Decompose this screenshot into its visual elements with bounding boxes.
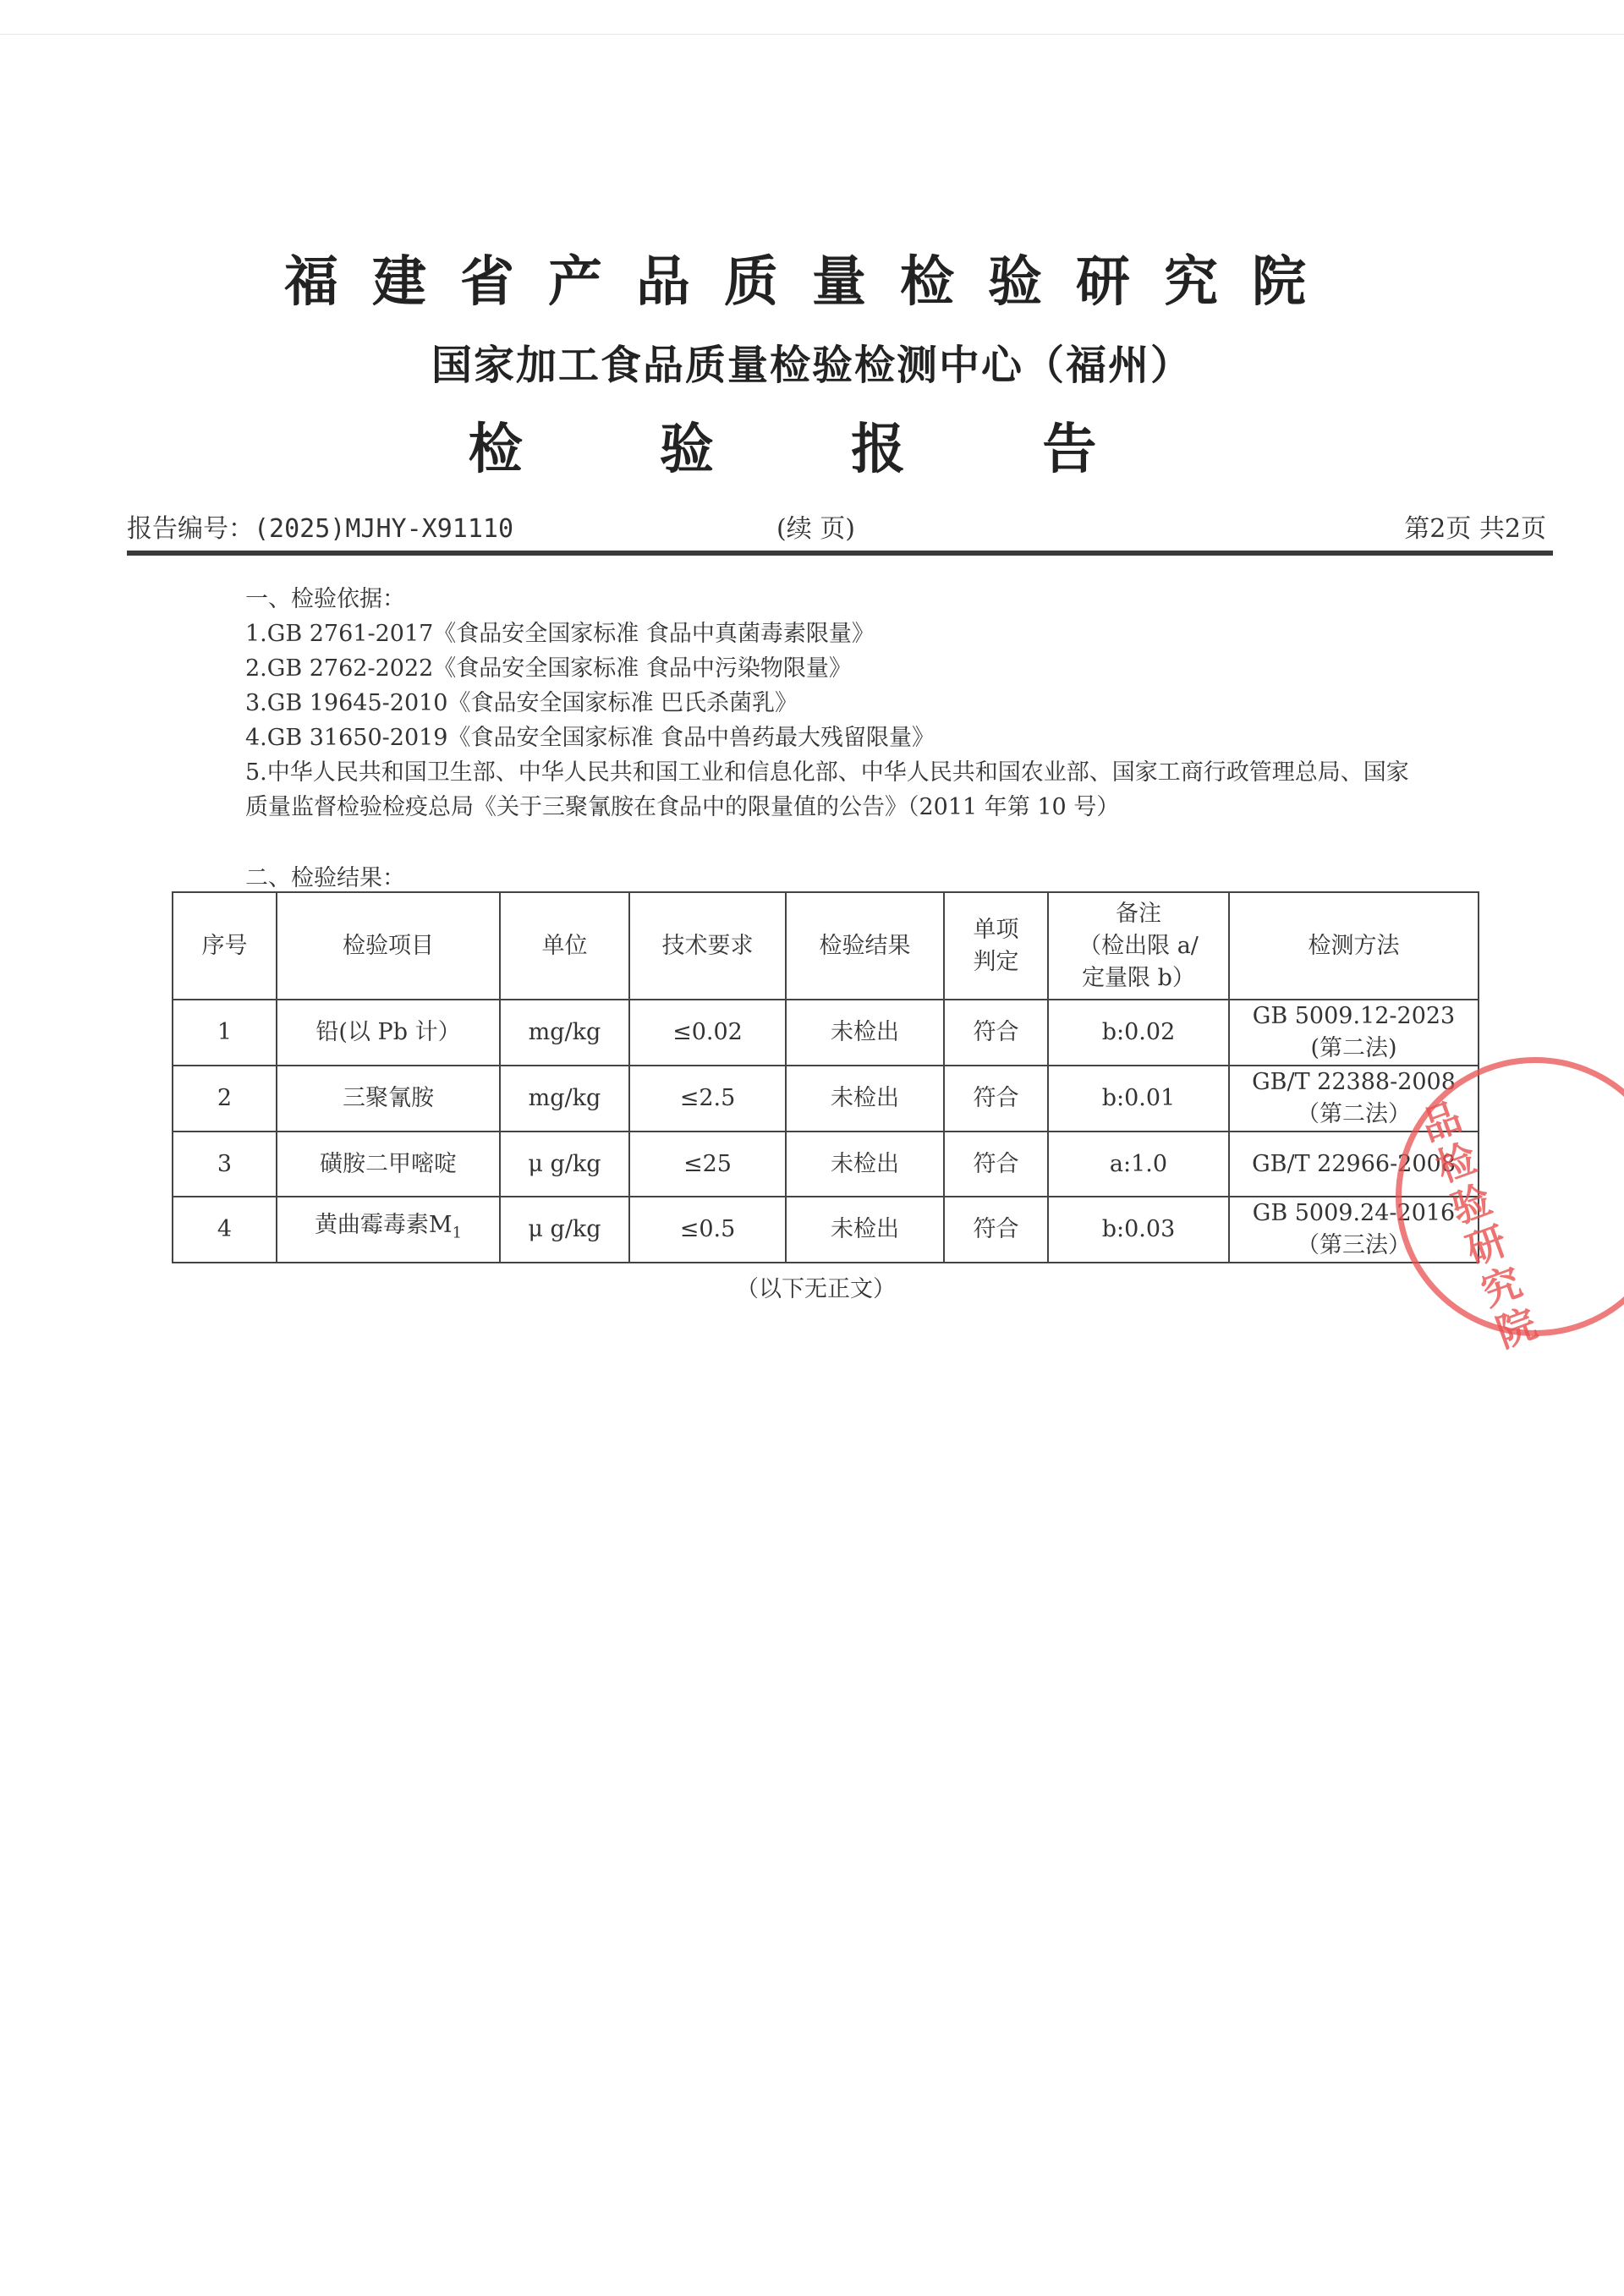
cell-item: 磺胺二甲嘧啶 (277, 1132, 500, 1197)
cell-unit: mg/kg (500, 1000, 629, 1066)
cell-item: 铅(以 Pb 计） (277, 1000, 500, 1066)
cell-judgement: 符合 (944, 1000, 1048, 1066)
report-number (127, 507, 513, 545)
table-row (173, 1132, 1479, 1197)
col-header-remark: 备注 （检出限 a/ 定量限 b） (1048, 892, 1229, 1000)
cell-remark: b:0.02 (1048, 1000, 1229, 1066)
cell-judgement: 符合 (944, 1197, 1048, 1263)
cell-unit: mg/kg (500, 1066, 629, 1132)
col-header-requirement: 技术要求 (629, 892, 786, 1000)
table-row (173, 1000, 1479, 1066)
basis-item-1: 1.GB 2761-2017《食品安全国家标准 食品中真菌毒素限量》 (245, 621, 875, 647)
center-title: 国家加工食品质量检验检测中心（福州） (431, 342, 1193, 389)
cell-no: 2 (173, 1066, 277, 1132)
cell-judgement: 符合 (944, 1132, 1048, 1197)
results-table (172, 891, 1479, 1263)
cell-requirement: ≤25 (629, 1132, 786, 1197)
header-divider (127, 551, 1553, 556)
cell-result: 未检出 (786, 1000, 944, 1066)
cell-unit: μ g/kg (500, 1132, 629, 1197)
basis-heading: 一、检验依据： (245, 586, 405, 612)
cell-remark: a:1.0 (1048, 1132, 1229, 1197)
page-indicator: 第2页 共2页 (1404, 514, 1546, 544)
cell-result: 未检出 (786, 1197, 944, 1263)
report-type-title: 检 验 报 告 (468, 419, 1156, 481)
cell-item: 三聚氰胺 (277, 1066, 500, 1132)
table-row (173, 1197, 1479, 1263)
cell-method: GB 5009.12-2023 (第二法) (1229, 1000, 1479, 1066)
cell-item: 黄曲霉毒素$M_1$ (277, 1197, 500, 1263)
basis-item-3: 3.GB 19645-2010《食品安全国家标准 巴氏杀菌乳》 (245, 690, 798, 716)
report-number-label: 报告编号： (127, 514, 254, 544)
cell-unit: μ g/kg (500, 1197, 629, 1263)
institute-title: 福建省产品质量检验研究院 (284, 251, 1340, 314)
cell-result: 未检出 (786, 1066, 944, 1132)
cell-no: 1 (173, 1000, 277, 1066)
cell-no: 4 (173, 1197, 277, 1263)
col-header-unit: 单位 (500, 892, 629, 1000)
col-header-judgement: 单项 判定 (944, 892, 1048, 1000)
cell-remark: b:0.03 (1048, 1197, 1229, 1263)
cell-method: GB 5009.24-2016 （第三法） (1229, 1197, 1479, 1263)
basis-item-4: 4.GB 31650-2019《食品安全国家标准 食品中兽药最大残留限量》 (245, 725, 935, 751)
table-row (173, 1066, 1479, 1132)
basis-item-5: 5.中华人民共和国卫生部、中华人民共和国工业和信息化部、中华人民共和国农业部、国家工商行政管理总局、国家质量监督检验检疫总局《关于三聚氰胺在食品中的限量值的公告》（2011 年第 10 号） (245, 759, 1409, 820)
col-header-result: 检验结果 (786, 892, 944, 1000)
cell-method: GB/T 22388-2008 （第二法） (1229, 1066, 1479, 1132)
report-number-value: (2025)MJHY-X91110 (254, 514, 514, 544)
cell-judgement: 符合 (944, 1066, 1048, 1132)
col-header-method: 检测方法 (1229, 892, 1479, 1000)
cell-no: 3 (173, 1132, 277, 1197)
cell-remark: b:0.01 (1048, 1066, 1229, 1132)
seal-text: 品检验研究院 (1415, 1093, 1543, 1356)
cell-method: GB/T 22966-2008 (1229, 1132, 1479, 1197)
cell-requirement: ≤0.02 (629, 1000, 786, 1066)
page-top-edge (0, 34, 1624, 35)
col-header-item: 检验项目 (277, 892, 500, 1000)
cell-requirement: ≤0.5 (629, 1197, 786, 1263)
cell-result: 未检出 (786, 1132, 944, 1197)
results-heading: 二、检验结果： (245, 865, 405, 891)
continued-page-label: (续 页) (776, 514, 855, 544)
table-header-row (173, 892, 1479, 1000)
inspection-basis (245, 582, 1413, 825)
basis-item-2: 2.GB 2762-2022《食品安全国家标准 食品中污染物限量》 (245, 655, 852, 682)
end-of-text-note: （以下无正文） (736, 1276, 896, 1302)
cell-requirement: ≤2.5 (629, 1066, 786, 1132)
col-header-no: 序号 (173, 892, 277, 1000)
